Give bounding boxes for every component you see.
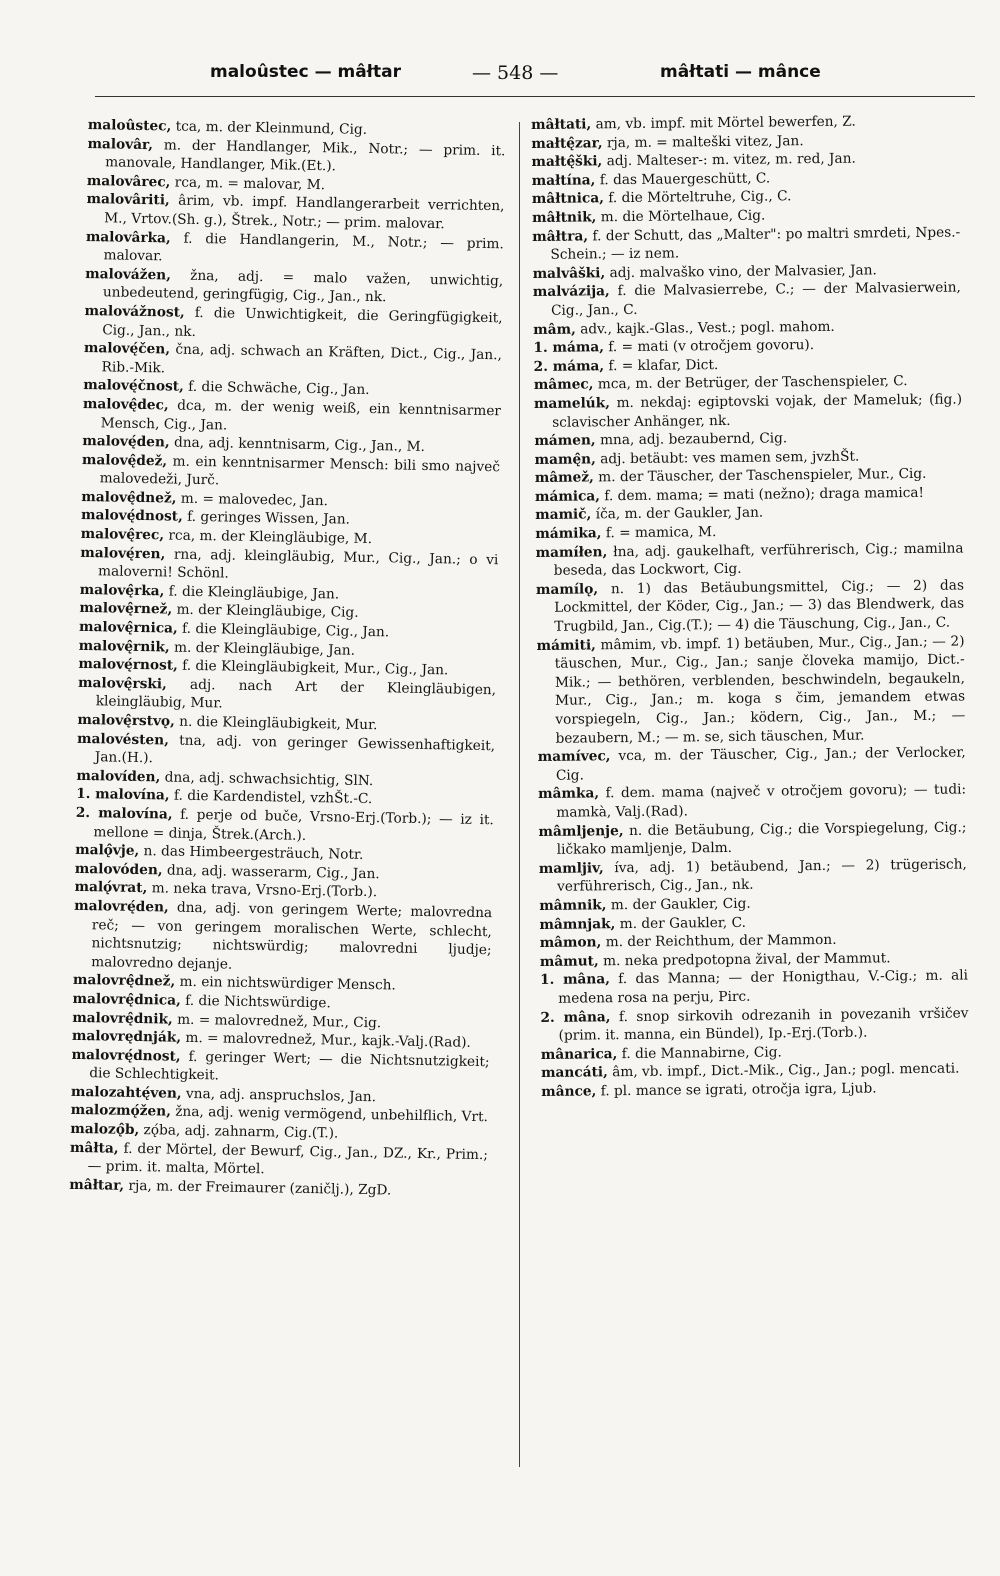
entry-headword: malovârec, bbox=[86, 172, 171, 191]
entry-definition: tca, m. der Kleinmund, Cig. bbox=[175, 118, 368, 138]
entry-headword: mâłtati, bbox=[531, 116, 592, 133]
entry-headword: malovrę́dnost, bbox=[71, 1046, 181, 1065]
entry-definition: f. geringer Wert; — die Nichtsnutzigkeit; die Schlechtigkeit. bbox=[89, 1048, 490, 1084]
entry-definition: m. der Täuscher, der Taschenspieler, Mur., Cig. bbox=[598, 466, 927, 486]
dictionary-entry bbox=[540, 967, 968, 1009]
entry-definition: m. der Reichthum, der Mammon. bbox=[605, 931, 837, 951]
entry-definition: m. ein nichtswürdiger Mensch. bbox=[179, 974, 396, 994]
dictionary-entry bbox=[540, 1004, 968, 1046]
entry-definition: adj. nach Art der Kleingläubigen, kleingläubig, Mur. bbox=[95, 676, 497, 712]
entry-definition: f. dem. mama (največ v otročjem govoru); — tudi: mamkà, Valj.(Rad). bbox=[556, 781, 967, 821]
entry-headword: malovrę̂dnež, bbox=[72, 972, 176, 990]
entry-headword: malovę́čnost, bbox=[83, 377, 184, 396]
entry-headword: mâłtnik, bbox=[531, 209, 597, 226]
entry-definition: f. perje od buče, Vrsno-Erj.(Torb.); — iz it. mellone = dinja, Štrek.(Arch.). bbox=[93, 806, 494, 844]
entry-definition: íva, adj. 1) betäubend, Jan.; — 2) trügerisch, verführerisch, Cig., Jan., nk. bbox=[556, 856, 967, 896]
entry-definition: dna, adj. wasserarm, Cig., Jan. bbox=[166, 862, 380, 882]
entry-definition: dna, adj. von geringem Werte; malovredna reč; — von geringem moralischen Werte, schlecht, nichtsnutzig; nichtswürdig; malovredni ljudje; malovredno dejanje. bbox=[91, 899, 493, 973]
entry-headword: mâłtnica, bbox=[531, 190, 605, 208]
entry-headword: malovę̂rnica, bbox=[78, 618, 178, 637]
entry-headword: malovésten, bbox=[76, 730, 170, 749]
dictionary-entry bbox=[534, 390, 962, 432]
entry-definition: f. die Nichtswürdige. bbox=[185, 992, 331, 1012]
entry-definition: f. = mamica, M. bbox=[605, 524, 717, 542]
entry-definition: f. der Schutt, das „Malter": po maltri smrdeti, Npes.-Schein.; — iz nem. bbox=[550, 224, 961, 263]
entry-headword: malovę̂rec, bbox=[80, 526, 165, 544]
entry-definition: adj. Malteser-: m. vitez, m. red, Jan. bbox=[606, 150, 856, 170]
entry-headword: małtína, bbox=[531, 172, 596, 189]
entry-headword: mámen, bbox=[534, 432, 596, 450]
entry-definition: f. die Mörteltruhe, Cig., C. bbox=[608, 188, 792, 207]
entry-headword: mámica, bbox=[534, 488, 601, 505]
entry-headword: mancáti, bbox=[540, 1064, 608, 1082]
entry-definition: m. der Gaukler, Cig. bbox=[610, 895, 751, 914]
entry-definition: f. die Kleingläubigkeit, Mur., Cig., Jan. bbox=[182, 657, 449, 679]
entry-definition: tna, adj. von geringer Gewissenhaftigkeit, Jan.(H.). bbox=[94, 732, 496, 767]
entry-definition: f. die Kleingläubige, Jan. bbox=[168, 583, 340, 603]
entry-headword: mâmež, bbox=[534, 469, 594, 487]
entry-definition: dca, m. der wenig weiß, ein kenntnisarmer Mensch, Cig., Jan. bbox=[100, 397, 502, 433]
entry-definition: n. die Kleingläubigkeit, Mur. bbox=[179, 713, 378, 734]
entry-headword: malovę́rnost, bbox=[78, 656, 178, 674]
entry-headword: mâmljenje, bbox=[538, 822, 624, 840]
entry-definition: mna, adj. bezaubernd, Cig. bbox=[599, 430, 788, 449]
entry-headword: mâmut, bbox=[539, 953, 599, 970]
entry-definition: f. geringes Wissen, Jan. bbox=[187, 509, 351, 529]
entry-definition: n. die Betäubung, Cig.; die Vorspiegelung, Cig.; ličkako mamljenje, Dalm. bbox=[556, 819, 967, 858]
entry-headword: malovâriti, bbox=[86, 191, 170, 209]
entry-definition: m. der Handlanger, Mik., Notr.; — prim. it. manovale, Handlanger, Mik.(Et.). bbox=[105, 136, 506, 175]
entry-headword: malovrę̂dnik, bbox=[72, 1009, 173, 1028]
column-divider bbox=[519, 122, 520, 1467]
entry-definition: vna, adj. anspruchslos, Jan. bbox=[185, 1085, 377, 1106]
entry-headword: malozǫ̂b, bbox=[70, 1120, 140, 1139]
entry-headword: mamę̂n, bbox=[534, 451, 596, 468]
entry-headword: malovážen, bbox=[85, 265, 172, 284]
entry-definition: adj. malvaško vino, der Malvasier, Jan. bbox=[609, 262, 877, 281]
page-number: — 548 — bbox=[472, 62, 559, 84]
entry-headword: 2. malovína, bbox=[75, 804, 173, 823]
entry-headword: malozmǫ́žen, bbox=[70, 1102, 172, 1121]
entry-headword: malovrę́den, bbox=[74, 897, 169, 916]
entry-definition: dna, adj. kenntnisarm, Cig., Jan., M. bbox=[173, 434, 426, 456]
entry-headword: malovę̂rnež, bbox=[79, 600, 173, 618]
header-right-guide-words: mâłtati — mânce bbox=[660, 62, 821, 82]
dictionary-entry bbox=[541, 1078, 969, 1101]
entry-definition: f. die Mannabirne, Cig. bbox=[621, 1044, 782, 1062]
entry-headword: mâmka, bbox=[538, 785, 600, 803]
entry-definition: f. das Mauergeschütt, C. bbox=[599, 170, 771, 189]
entry-definition: dna, adj. schwachsichtig, SlN. bbox=[164, 769, 374, 789]
entry-headword: malvâški, bbox=[532, 264, 606, 282]
entry-headword: malovážnost, bbox=[84, 302, 185, 321]
entry-headword: mâm, bbox=[533, 321, 576, 338]
entry-headword: malovę̂rski, bbox=[77, 674, 167, 693]
dictionary-entry bbox=[533, 279, 961, 321]
entry-definition: adj. betäubt: ves mamen sem, jvzhŠt. bbox=[600, 448, 860, 467]
entry-headword: malovę̂rstvǫ, bbox=[77, 711, 176, 730]
entry-definition: m. neka predpotopna žival, der Mammut. bbox=[603, 949, 891, 970]
entry-headword: mamílǫ, bbox=[535, 581, 599, 598]
entry-headword: mâłtra, bbox=[532, 227, 589, 245]
entry-headword: mâłtar, bbox=[69, 1176, 125, 1194]
entry-definition: mca, m. der Betrüger, der Taschenspieler, C. bbox=[597, 373, 908, 393]
dictionary-entry bbox=[538, 818, 966, 860]
entry-headword: mamíłen, bbox=[535, 543, 608, 561]
entry-headword: maloûstec, bbox=[87, 116, 172, 135]
entry-headword: malovę́dnost, bbox=[80, 507, 183, 526]
entry-headword: mamívec, bbox=[537, 748, 611, 766]
entry-definition: m. ein kenntnisarmer Mensch: bili smo največ malovedeži, Jurč. bbox=[99, 453, 501, 489]
entry-headword: mâłta, bbox=[69, 1139, 119, 1157]
entry-definition: am, vb. impf. mit Mörtel bewerfen, Z. bbox=[595, 113, 856, 133]
entry-headword: mamljiv, bbox=[538, 860, 604, 877]
entry-definition: f. der Mörtel, der Bewurf, Cig., Jan., DZ., Kr., Prim.; — prim. it. malta, Mörtel. bbox=[87, 1140, 489, 1178]
entry-headword: malovę́čen, bbox=[83, 340, 171, 358]
entry-headword: malovę̂dec, bbox=[82, 395, 169, 414]
entry-headword: mâmec, bbox=[533, 376, 594, 394]
running-header bbox=[0, 58, 1000, 90]
entry-headword: malovę̂rka, bbox=[79, 581, 165, 600]
entry-headword: mânce, bbox=[541, 1083, 597, 1100]
entry-definition: rja, m. der Freimaurer (zaničlj.), ZgD. bbox=[128, 1177, 392, 1199]
entry-headword: mamelúk, bbox=[533, 395, 611, 412]
entry-definition: f. die Handlangerin, M., Notr.; — prim. malovar. bbox=[103, 230, 504, 265]
entry-definition: f. = klafar, Dict. bbox=[608, 356, 719, 374]
entry-headword: małtę̂zar, bbox=[531, 134, 603, 152]
entry-definition: f. snop sirkovih odrezanih in povezanih vršičev (prim. it. manna, ein Bündel), Ip.-Erj.(Torb.). bbox=[558, 1004, 969, 1044]
entry-headword: 2. mâna, bbox=[540, 1008, 611, 1026]
entry-headword: 1. mâna, bbox=[539, 971, 611, 989]
entry-definition: zǫ́ba, adj. zahnarm, Cig.(T.). bbox=[143, 1122, 339, 1142]
dictionary-entry bbox=[536, 632, 965, 748]
entry-definition: m. die Mörtelhaue, Cig. bbox=[600, 207, 766, 226]
entry-definition: adv., kajk.-Glas., Vest.; pogl. mahom. bbox=[580, 318, 835, 338]
entry-definition: f. die Kleingläubige, Cig., Jan. bbox=[181, 620, 390, 641]
entry-headword: małtę̂ški, bbox=[531, 153, 603, 171]
entry-definition: žna, adj. = malo važen, unwichtig, unbedeutend, geringfügig, Cig., Jan., nk. bbox=[102, 267, 504, 306]
entry-definition: f. die Kardendistel, vzhŠt.-C. bbox=[173, 787, 373, 808]
entry-definition: f. = mati (v otročjem govoru). bbox=[608, 337, 815, 356]
entry-definition: łna, adj. gaukelhaft, verführerisch, Cig.; mamilna beseda, das Lockwort, Cig. bbox=[553, 540, 964, 580]
entry-definition: m. der Gaukler, C. bbox=[619, 914, 746, 932]
left-column bbox=[69, 116, 506, 1202]
entry-definition: f. pl. mance se igrati, otročja igra, Ljub. bbox=[600, 1080, 877, 1100]
entry-headword: mânarica, bbox=[540, 1045, 618, 1063]
entry-headword: malovę̂dež, bbox=[81, 451, 168, 470]
entry-headword: malovrędnják, bbox=[71, 1027, 182, 1046]
entry-definition: mâmim, vb. impf. 1) betäuben, Mur., Cig., Jan.; — 2) täuschen, Mur., Cig., Jan.; sanje človeka mamijo, Dict.-Mik.; — bethören, verblenden, beschwindeln, begaukeln, Mur., Cig., Jan.; m. koga s čim, jemandem etwas vorspiegeln, Cig., Jan.; ködern, Cig., Jan., M.; — bezaubern, M.; — m. se, sich täuschen, Mur. bbox=[554, 633, 966, 747]
entry-headword: mâmnjak, bbox=[539, 915, 616, 933]
entry-definition: f. das Manna; — der Honigthau, V.-Cig.; m. ali medena rosa na perju, Pirc. bbox=[558, 967, 969, 1007]
dictionary-entry bbox=[539, 855, 967, 897]
entry-definition: rca, m. = malovar, M. bbox=[174, 174, 326, 193]
right-column bbox=[531, 112, 969, 1102]
entry-definition: íča, m. der Gaukler, Jan. bbox=[595, 505, 764, 523]
entry-definition: f. die Unwichtigkeit, die Geringfügigkeit, Cig., Jan., nk. bbox=[102, 304, 503, 340]
header-left-guide-words: maloûstec — mâłtar bbox=[210, 62, 401, 82]
entry-definition: m. der Kleingläubige, Cig. bbox=[176, 602, 359, 622]
entry-definition: m. = malovedec, Jan. bbox=[180, 490, 329, 510]
dictionary-entry bbox=[538, 744, 966, 786]
entry-headword: malovę́den, bbox=[82, 433, 170, 451]
entry-definition: vca, m. der Täuscher, Cig., Jan.; der Verlocker, Cig. bbox=[555, 744, 966, 784]
entry-headword: 1. malovína, bbox=[76, 786, 170, 804]
dictionary-entry bbox=[535, 539, 963, 581]
entry-headword: mamič, bbox=[535, 506, 592, 524]
entry-headword: malovę̂rnik, bbox=[78, 637, 170, 656]
entry-headword: malozahtę́ven, bbox=[70, 1083, 182, 1102]
entry-headword: 1. máma, bbox=[533, 339, 605, 357]
entry-definition: rja, m. = malteški vitez, Jan. bbox=[606, 132, 804, 151]
entry-headword: mâmon, bbox=[539, 934, 602, 952]
entry-definition: m. neka trava, Vrsno-Erj.(Torb.). bbox=[151, 880, 378, 901]
entry-headword: malovę́ren, bbox=[80, 544, 166, 563]
entry-definition: čna, adj. schwach an Kräften, Dict., Cig., Jan., Rib.-Mik. bbox=[101, 341, 503, 377]
entry-headword: 2. máma, bbox=[533, 357, 605, 375]
entry-definition: âm, vb. impf., Dict.-Mik., Cig., Jan.; pogl. mencati. bbox=[612, 1060, 960, 1081]
entry-headword: malovíden, bbox=[76, 767, 161, 786]
entry-headword: malǫ́vrat, bbox=[74, 879, 148, 897]
entry-definition: m. = malovrednež, Mur., Cig. bbox=[177, 1011, 382, 1031]
header-rule bbox=[95, 96, 975, 97]
entry-headword: mâmnik, bbox=[539, 897, 607, 914]
entry-definition: f. die Schwäche, Cig., Jan. bbox=[188, 379, 370, 399]
entry-headword: malvázija, bbox=[532, 283, 610, 301]
entry-headword: malovóden, bbox=[74, 860, 163, 879]
entry-definition: n. 1) das Betäubungsmittel, Cig.; — 2) das Lockmittel, der Köder, Cig., Jan.; — 3) das Blendwerk, das Trugbild, Jan., Cig.(T.); — 4) die Täuschung, Cig., Jan., C. bbox=[554, 577, 965, 635]
entry-definition: žna, adj. wenig vermögend, unbehilflich, Vrt. bbox=[175, 1104, 489, 1126]
entry-definition: f. die Malvasierrebe, C.; — der Malvasierwein, Cig., Jan., C. bbox=[550, 279, 961, 319]
entry-definition: rna, adj. kleingläubig, Mur., Cig., Jan.; o vi maloverni! Schönl. bbox=[97, 546, 499, 582]
entry-definition: ârim, vb. impf. Handlangerarbeit verrichten, M., Vrtov.(Sh. g.), Štrek., Notr.; — prim. malovar. bbox=[104, 192, 505, 233]
entry-headword: mámiti, bbox=[536, 636, 596, 654]
dictionary-entry bbox=[73, 897, 492, 979]
dictionary-entry bbox=[532, 223, 960, 265]
entry-headword: malovârka, bbox=[85, 228, 171, 247]
dictionary-entry bbox=[536, 576, 965, 636]
entry-headword: malovę̂dnež, bbox=[81, 488, 177, 507]
entry-headword: malovâr, bbox=[87, 135, 154, 153]
entry-definition: m. nekdaj: egiptovski vojak, der Mameluk; (fig.) sclavischer Anhänger, nk. bbox=[552, 391, 963, 431]
dictionary-entry bbox=[538, 781, 966, 823]
entry-definition: m. = malovrednež, Mur., kajk.-Valj.(Rad). bbox=[185, 1029, 471, 1051]
entry-definition: f. dem. mama; = mati (nežno); draga mamica! bbox=[604, 484, 925, 505]
entry-headword: malǫ̂vje, bbox=[75, 842, 140, 860]
entry-headword: malovrę̂dnica, bbox=[72, 990, 181, 1009]
entry-headword: mámika, bbox=[535, 525, 602, 543]
entry-definition: m. der Kleingläubige, Jan. bbox=[173, 639, 356, 659]
entry-definition: rca, m. der Kleingläubige, M. bbox=[168, 527, 373, 548]
entry-definition: n. das Himbeergesträuch, Notr. bbox=[143, 843, 364, 864]
